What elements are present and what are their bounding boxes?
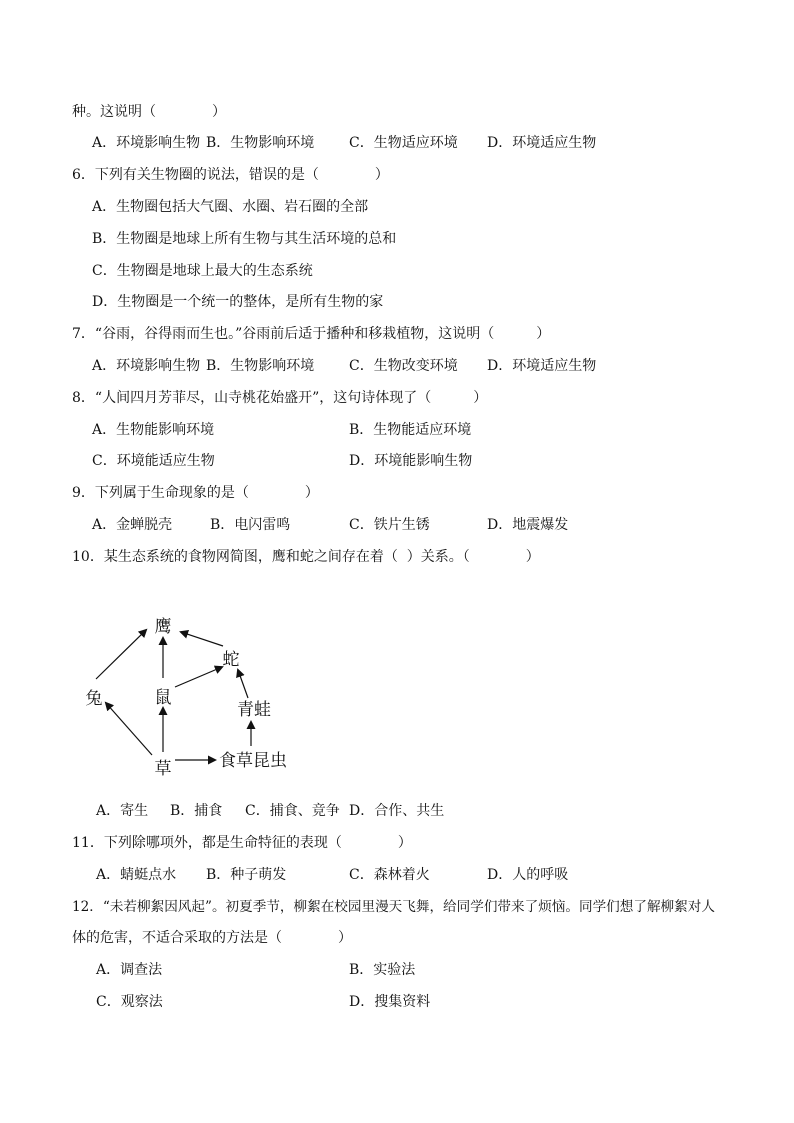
q9-option-d[interactable]: D．地震爆发 <box>487 517 569 533</box>
q8-stem: 8．“人间四月芳菲尽，山寺桃花始盛开”，这句诗体现了（ ） <box>72 390 488 406</box>
q11-option-a[interactable]: A．蜻蜓点水 <box>96 867 177 883</box>
q7-option-b[interactable]: B．生物影响环境 <box>206 358 315 374</box>
q8-option-d[interactable]: D．环境能影响生物 <box>349 453 473 469</box>
q7-option-a[interactable]: A．环境影响生物 <box>92 358 201 374</box>
q12-stem-line2: 体的危害，不适合采取的方法是（ ） <box>72 930 352 946</box>
food-web-diagram <box>0 590 794 820</box>
q10-option-b[interactable]: B．捕食 <box>170 803 223 819</box>
q6-option-d[interactable]: D．生物圈是一个统一的整体，是所有生物的家 <box>92 294 384 310</box>
q12-stem-line1: 12．“未若柳絮因风起”。初夏季节，柳絮在校园里漫天飞舞，给同学们带来了烦恼。同学们想了解柳絮对人 <box>72 899 715 915</box>
q12-option-d[interactable]: D．搜集资料 <box>349 994 431 1010</box>
arrow-frog-to-snake <box>238 670 248 698</box>
q7-option-c[interactable]: C．生物改变环境 <box>349 358 458 374</box>
q9-option-b[interactable]: B．电闪雷鸣 <box>210 517 291 533</box>
q5-option-a[interactable]: A．环境影响生物 <box>92 135 201 151</box>
q10-option-a[interactable]: A．寄生 <box>96 803 149 819</box>
node-snake: 蛇 <box>222 650 240 670</box>
q6-option-b[interactable]: B．生物圈是地球上所有生物与其生活环境的总和 <box>92 231 397 247</box>
q9-option-c[interactable]: C．铁片生锈 <box>349 517 430 533</box>
q6-option-c[interactable]: C．生物圈是地球上最大的生态系统 <box>92 263 313 279</box>
q12-option-c[interactable]: C．观察法 <box>96 994 163 1010</box>
q5-stem-continuation: 种。这说明（ ） <box>72 104 226 120</box>
q5-option-c[interactable]: C．生物适应环境 <box>349 135 458 151</box>
q6-stem: 6．下列有关生物圈的说法，错误的是（ ） <box>72 167 389 183</box>
q8-option-b[interactable]: B．生物能适应环境 <box>349 422 472 438</box>
q12-option-a[interactable]: A．调查法 <box>96 962 163 978</box>
q8-option-a[interactable]: A．生物能影响环境 <box>92 422 215 438</box>
q10-option-c[interactable]: C．捕食、竞争 <box>245 803 340 819</box>
q9-stem: 9．下列属于生命现象的是（ ） <box>72 485 319 501</box>
node-insect: 食草昆虫 <box>219 751 287 771</box>
arrow-rabbit-to-eagle <box>96 630 146 679</box>
q9-option-a[interactable]: A．金蝉脱壳 <box>92 517 173 533</box>
node-grass: 草 <box>154 759 172 779</box>
q12-option-b[interactable]: B．实验法 <box>349 962 416 978</box>
node-eagle: 鹰 <box>154 617 172 637</box>
arrow-grass-to-rabbit <box>106 703 152 755</box>
q8-option-c[interactable]: C．环境能适应生物 <box>92 453 215 469</box>
node-rabbit: 兔 <box>85 689 103 709</box>
node-frog: 青蛙 <box>237 700 271 720</box>
q7-option-d[interactable]: D．环境适应生物 <box>487 358 597 374</box>
q10-stem: 10．某生态系统的食物网简图，鹰和蛇之间存在着（ ）关系。（ ） <box>72 549 540 565</box>
q5-option-b[interactable]: B．生物影响环境 <box>206 135 315 151</box>
arrow-snake-to-eagle <box>181 632 223 646</box>
q6-option-a[interactable]: A．生物圈包括大气圈、水圈、岩石圈的全部 <box>92 199 369 215</box>
q11-option-b[interactable]: B．种子萌发 <box>206 867 287 883</box>
q11-option-d[interactable]: D．人的呼吸 <box>487 867 569 883</box>
q11-option-c[interactable]: C．森林着火 <box>349 867 430 883</box>
q10-option-d[interactable]: D．合作、共生 <box>349 803 445 819</box>
arrow-mouse-to-snake <box>175 667 222 687</box>
q11-stem: 11．下列除哪项外，都是生命特征的表现（ ） <box>72 835 412 851</box>
node-mouse: 鼠 <box>154 688 172 708</box>
q5-option-d[interactable]: D．环境适应生物 <box>487 135 597 151</box>
q7-stem: 7．“谷雨，谷得雨而生也。”谷雨前后适于播种和移栽植物，这说明（ ） <box>72 326 551 342</box>
